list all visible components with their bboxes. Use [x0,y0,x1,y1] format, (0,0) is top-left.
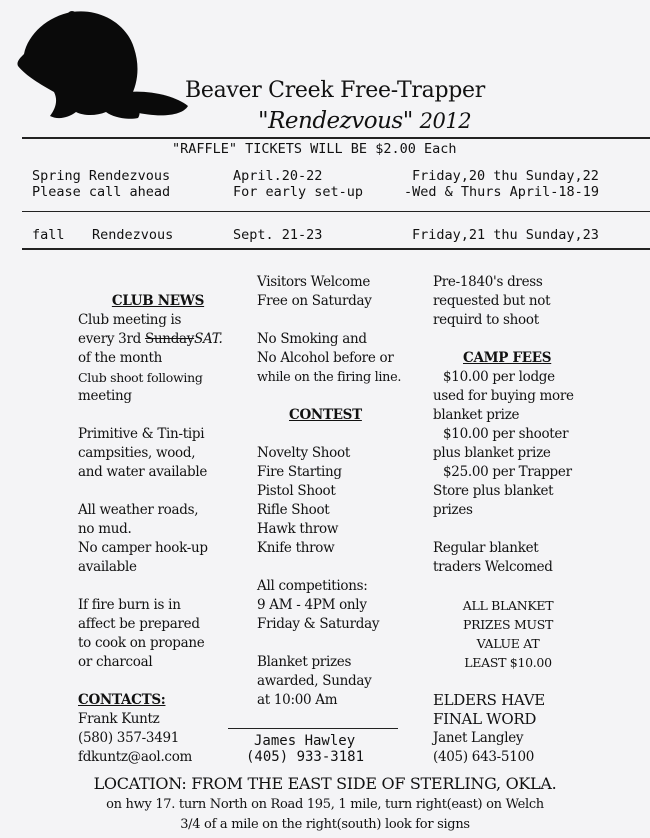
club-news-heading: CLUB NEWS [111,293,205,309]
fee-3b: Store plus blanket [433,483,554,499]
contest-item: Pistol Shoot [257,483,336,499]
location-line-2: on hwy 17. turn North on Road 195, 1 mile, turn right(east) on Welch [106,797,544,812]
club-line-1: Club meeting is [78,312,182,328]
dress-line-3: requird to shoot [433,312,539,328]
roads-line-4: available [78,559,137,575]
elders-line-2: FINAL WORD [433,710,537,728]
spring-dates: April.20-22 [233,168,323,184]
contact3-name: Janet Langley [433,730,524,746]
prize-line-2: PRIZES MUST [462,617,554,632]
contact2-name: James Hawley [254,733,356,749]
divider-bottom [22,248,650,250]
fall-dates: Sept. 21-23 [233,227,323,243]
prize-line-4: LEAST $10.00 [464,655,552,670]
right-column [433,273,603,767]
contest-item: Novelty Shoot [257,445,350,461]
contest-heading: CONTEST [289,407,362,423]
fee-1b: used for buying more [433,388,574,404]
contest-item: Fire Starting [257,464,342,480]
fee-1a: $10.00 per lodge [443,369,555,385]
blanket-line-1: Blanket prizes [257,654,352,670]
fall-label: Rendezvous [92,227,174,243]
divider-mid [22,211,650,212]
nosmoke-line-2: No Alcohol before or [257,350,394,366]
prize-line-3: VALUE AT [476,636,540,651]
nosmoke-line-1: No Smoking and [257,331,367,347]
contact3-phone: (405) 643-5100 [433,749,535,765]
blanket-line-2: awarded, Sunday [257,673,372,689]
location-line-1: LOCATION: FROM THE EAST SIDE OF STERLING, OKLA. [93,774,557,793]
club-line-3: of the month [78,350,162,366]
visitors-line-2: Free on Saturday [257,293,372,309]
location-line-3: 3/4 of a mile on the right(south) look for signs [180,817,470,832]
camp-line-3: and water available [78,464,208,480]
call-ahead: Please call ahead [32,184,171,200]
spring-name: Spring Rendezvous [32,168,171,184]
roads-line-3: No camper hook-up [78,540,208,556]
fee-3a: $25.00 per Trapper [443,464,572,480]
contact2-phone: (405) 933-3181 [246,749,365,765]
contact-email[interactable]: fdkuntz@aol.com [78,749,193,765]
fall-days: Friday,21 thu Sunday,23 [412,227,599,243]
club-line-2 [78,330,253,349]
location-block [0,773,650,835]
early-setup: For early set-up [233,184,364,200]
contest-item: Rifle Shoot [257,502,330,518]
divider-top [22,137,650,139]
subtitle [258,108,471,134]
dress-line-2: requested but not [433,293,551,309]
fall-name: fall [32,227,65,243]
contest-item: Hawk throw [257,521,339,537]
camp-line-2: campsities, wood, [78,445,196,461]
nosmoke-line-3: while on the firing line. [257,370,402,385]
fire-line-4: or charcoal [78,654,153,670]
elders-line-1: ELDERS HAVE [433,691,545,709]
fire-line-2: affect be prepared [78,616,200,632]
year: 2012 [419,109,472,133]
club-line-2-a: every 3rd [78,331,145,347]
fee-1c: blanket prize [433,407,520,423]
visitors-line-1: Visitors Welcome [257,274,371,290]
subtitle-quote: "Rendezvous" [258,108,413,134]
contact-name: Frank Kuntz [78,711,160,727]
prize-line-1: ALL BLANKET [462,598,554,613]
blanket-line-3: at 10:00 Am [257,692,338,708]
fee-2a: $10.00 per shooter [443,426,569,442]
spring-days: Friday,20 thu Sunday,22 [412,168,599,184]
fire-line-1: If fire burn is in [78,597,181,613]
traders-line-2: traders Welcomed [433,559,553,575]
fire-line-3: to cook on propane [78,635,205,651]
beaver-logo [10,8,190,128]
raffle-notice: "RAFFLE" TICKETS WILL BE $2.00 Each [172,141,457,157]
comp-line-3: Friday & Saturday [257,616,380,632]
early-days: -Wed & Thurs April-18-19 [404,184,600,200]
traders-line-1: Regular blanket [433,540,539,556]
contact2-rule [228,728,398,729]
club-line-2-b: SAT. [194,331,223,347]
roads-line-2: no mud. [78,521,132,537]
camp-line-1: Primitive & Tin-tipi [78,426,205,442]
roads-line-1: All weather roads, [78,502,199,518]
fees-heading: CAMP FEES [463,350,552,366]
page-title: Beaver Creek Free-Trapper [185,78,485,103]
contacts-heading: CONTACTS: [78,692,166,708]
left-column [78,292,253,767]
club-line-2-strike: Sunday [144,331,195,347]
comp-line-2: 9 AM - 4PM only [257,597,367,613]
contact-phone: (580) 357-3491 [78,730,180,746]
club-line-5: meeting [78,388,132,404]
comp-line-1: All competitions: [257,578,368,594]
fee-3c: prizes [433,502,473,518]
fee-2b: plus blanket prize [433,445,551,461]
club-line-4: Club shoot following [78,370,203,385]
middle-column [257,273,432,710]
dress-line-1: Pre-1840's dress [433,274,543,290]
contest-item: Knife throw [257,540,335,556]
